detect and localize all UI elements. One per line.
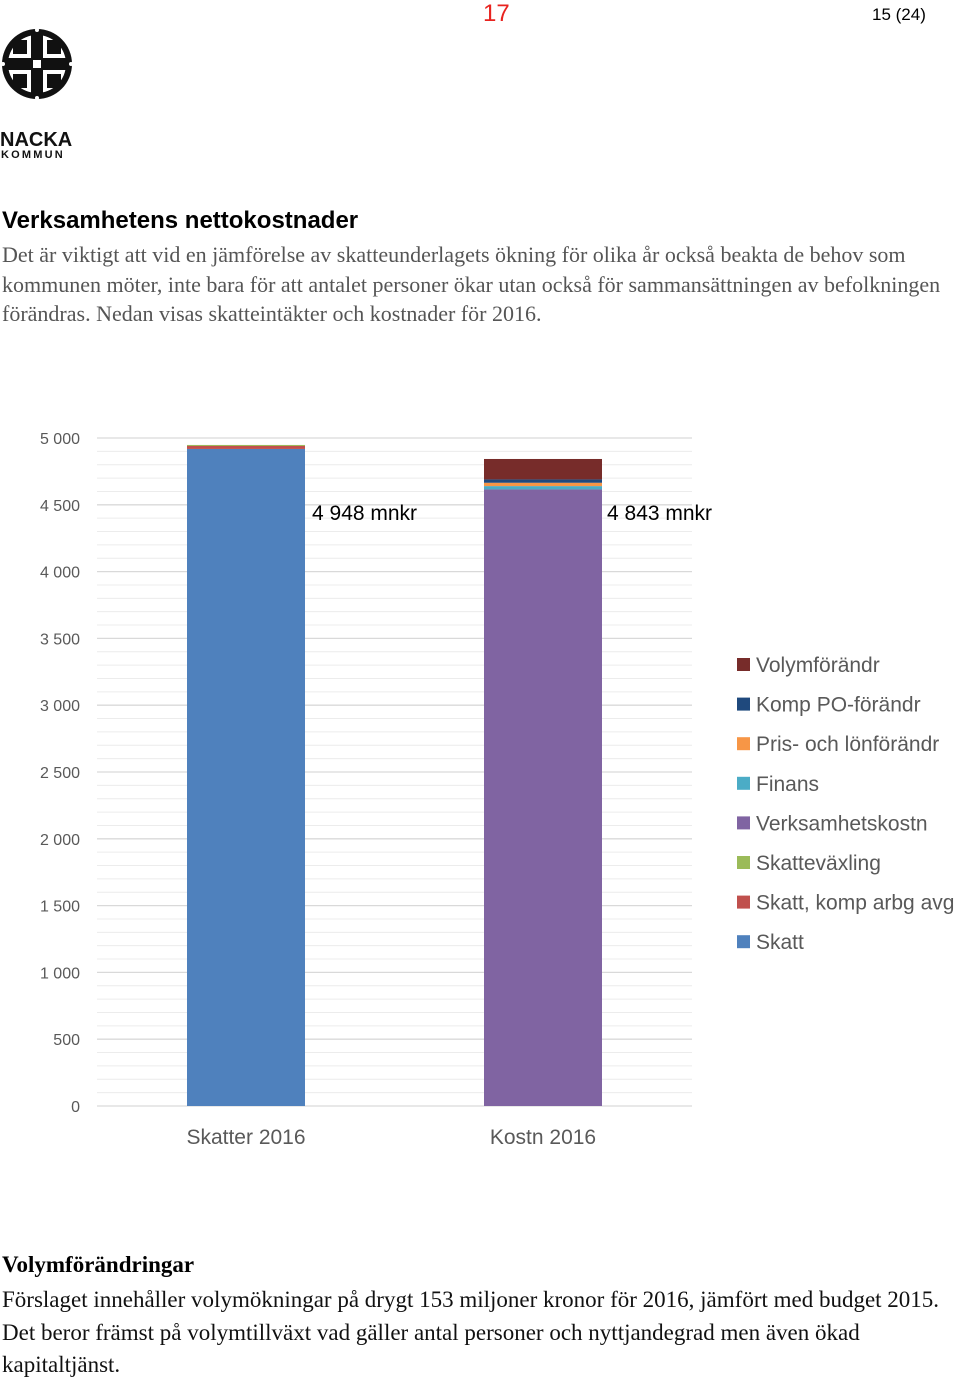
bar-segment bbox=[484, 459, 602, 479]
y-tick-label: 5 000 bbox=[39, 431, 80, 448]
y-tick-label: 2 500 bbox=[39, 765, 80, 782]
section-paragraph: Det är viktigt att vid en jämförelse av skatteunderlagets ökning för olika år också beakta de behov som kommunen möter, inte bara för att antalet personer ökar utan också för sammansättningen av befolkningen förändras. Nedan visas skatteintäkter och kostnader för 2016. bbox=[2, 242, 941, 326]
stacked-bar-chart bbox=[0, 420, 960, 1160]
bar-segment bbox=[187, 445, 305, 446]
chart-bars bbox=[187, 445, 602, 1106]
y-tick-label: 2 000 bbox=[39, 831, 80, 849]
y-tick-label: 1 000 bbox=[39, 965, 80, 983]
y-tick-label: 4 000 bbox=[39, 564, 80, 582]
chart-y-axis bbox=[40, 431, 80, 1116]
bar-segment bbox=[484, 483, 602, 486]
legend-swatch bbox=[737, 935, 750, 948]
nacka-crest-icon bbox=[0, 27, 76, 103]
chart-x-axis bbox=[186, 1126, 596, 1149]
y-tick-label: 3 000 bbox=[39, 698, 80, 716]
legend-label: Finans bbox=[756, 772, 820, 796]
bar-segment bbox=[484, 489, 602, 1106]
section-heading-volym: Volymförändringar bbox=[2, 1252, 195, 1277]
legend-label: Volymförändr bbox=[756, 654, 880, 677]
section-paragraph-volym: Förslaget innehåller volymökningar på drygt 153 miljoner kronor för 2016, jämfört med budget 2015. Det beror främst på volymtillväxt vad gäller antal personer och nyttjandegrad men även ökad kapitaltjänst. bbox=[2, 1287, 940, 1377]
bar-segment bbox=[187, 446, 305, 449]
chart-legend bbox=[737, 654, 954, 954]
legend-label: Komp PO-förändr bbox=[756, 693, 921, 717]
legend-swatch bbox=[737, 698, 750, 711]
y-tick-label: 1 500 bbox=[39, 898, 80, 916]
y-tick-label: 3 500 bbox=[39, 631, 80, 649]
legend-label: Skatteväxling bbox=[756, 852, 881, 875]
legend-label: Verksamhetskostn bbox=[756, 812, 928, 836]
legend-label: Skatt bbox=[756, 931, 804, 955]
legend-label: Skatt, komp arbg avg bbox=[756, 891, 955, 915]
legend-swatch bbox=[737, 737, 750, 750]
section-heading: Verksamhetens nettokostnader bbox=[2, 207, 359, 234]
bar-segment bbox=[484, 486, 602, 489]
data-label: 4 843 mnkr bbox=[607, 502, 713, 525]
chart-gridlines bbox=[97, 438, 692, 1106]
bar-segment bbox=[484, 479, 602, 482]
y-tick-label: 500 bbox=[53, 1032, 80, 1050]
page-number-red: 17 bbox=[483, 0, 510, 27]
legend-swatch bbox=[737, 896, 750, 909]
legend-swatch bbox=[737, 658, 750, 671]
bar-segment bbox=[187, 449, 305, 1106]
x-category-label: Skatter 2016 bbox=[186, 1126, 306, 1149]
logo bbox=[0, 27, 80, 161]
logo-subtitle: KOMMUN bbox=[1, 149, 65, 161]
logo-name: NACKA bbox=[0, 129, 73, 151]
y-tick-label: 0 bbox=[71, 1099, 80, 1116]
legend-swatch bbox=[737, 816, 750, 829]
page-count: 15 (24) bbox=[872, 5, 926, 24]
data-label: 4 948 mnkr bbox=[312, 502, 418, 525]
legend-swatch bbox=[737, 856, 750, 869]
x-category-label: Kostn 2016 bbox=[489, 1126, 597, 1149]
legend-swatch bbox=[737, 777, 750, 790]
legend-label: Pris- och lönförändr bbox=[756, 733, 940, 757]
y-tick-label: 4 500 bbox=[39, 497, 80, 515]
